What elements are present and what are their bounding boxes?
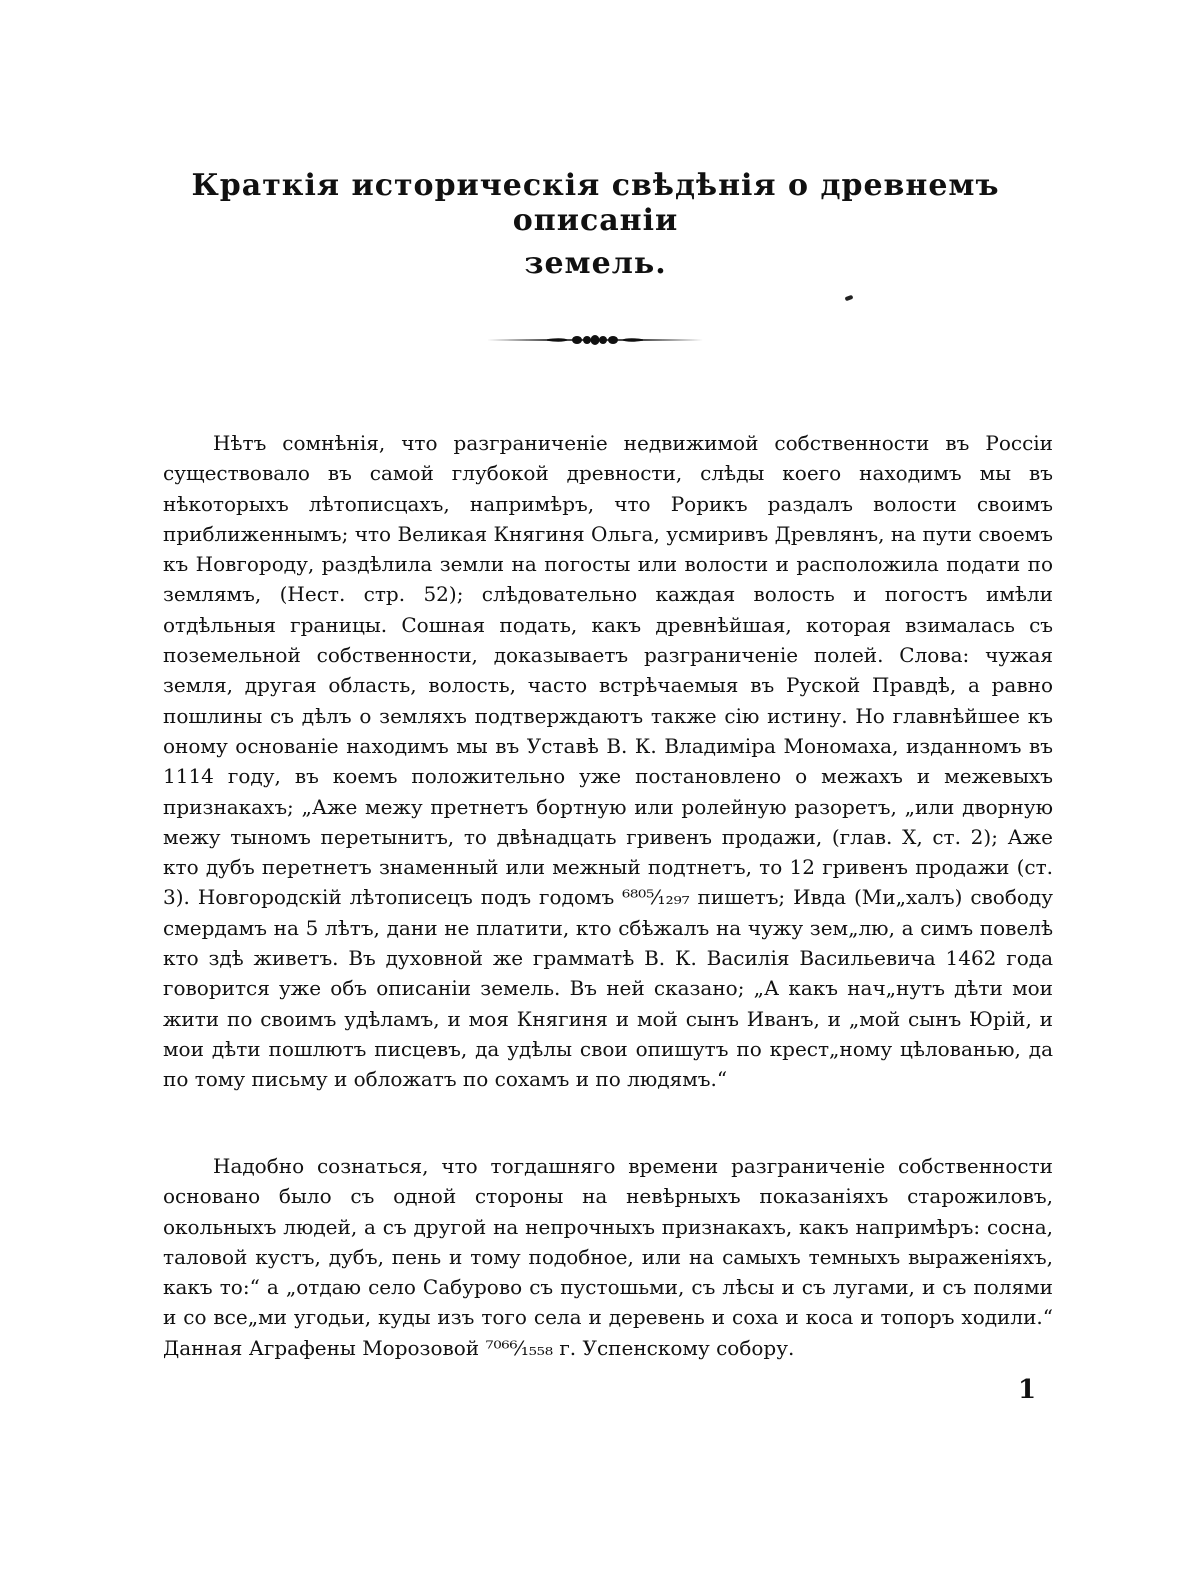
body-paragraph-1: Нѣтъ сомнѣнія, что разграниченіе недвижимой собственности въ Россіи существовало въ самой глубокой древности, слѣды коего находимъ мы въ нѣкоторыхъ лѣтописцахъ, напримѣръ, что Рорикъ раздалъ волости своимъ приближеннымъ; что Великая Княгиня Ольга, усмиривъ Древлянъ, на пути своемъ къ Новгороду, раздѣлила земли на погосты или волости и расположила подати по землямъ, (Нест. стр. 52); слѣдовательно каждая волость и погостъ имѣли отдѣльныя границы. Сошная подать, какъ древнѣйшая, которая взималась съ поземельной собственности, доказываетъ разграниченіе полей. Слова: чужая земля, другая область, волость, часто встрѣчаемыя въ Руской Правдѣ, а равно пошлины съ дѣлъ о земляхъ подтверждаютъ также сію истину. Но главнѣйшее къ оному основаніе находимъ мы въ Уставѣ В. К. Владиміра Мономаха, изданномъ въ 1114 году, въ коемъ положительно уже постановлено о межахъ и межевыхъ признакахъ; „Аже межу претнетъ бортную или ролейную разоретъ, „или дворную межу тыномъ перетынитъ, то двѣнадцать гривенъ продажи, (глав. X, ст. 2); Аже кто дубъ перетнетъ знаменный или межный подтнетъ, то 12 гривенъ продажи (ст. 3). Новгородскій лѣтописецъ подъ годомъ ⁶⁸⁰⁵⁄₁₂₉₇ пишетъ; Ивда (Ми„халъ) свободу смердамъ на 5 лѣтъ, дани не платити, кто сбѣжалъ на чужу зем„лю, а симъ повелѣ кто здѣ живетъ. Въ духовной же грамматѣ В. К. Василія Васильевича 1462 года говорится уже объ описаніи земель. Въ ней сказано; „А какъ нач„нутъ дѣти мои жити по своимъ удѣламъ, и моя Княгиня и мой сынъ Иванъ, и „мой сынъ Юрій, и мои дѣти пошлютъ писцевъ, да удѣлы свои опишутъ по крест„ному цѣлованью, да по тому письму и обложатъ по сохамъ и по людямъ.“ — [163, 431, 1053, 1092]
page-title-line-2: земель. — [524, 246, 667, 281]
ornamental-divider — [487, 331, 703, 349]
page-number: 1 — [1018, 1375, 1037, 1405]
print-speck — [845, 295, 854, 301]
body-paragraph-2: Надобно сознаться, что тогдашняго времени разграниченіе собственности основано было съ одной стороны на невѣрныхъ показаніяхъ старожиловъ, окольныхъ людей, а съ другой на непрочныхъ признакахъ, какъ напримѣръ: сосна, таловой кустъ, дубъ, пень и тому подобное, или на самыхъ темныхъ выраженіяхъ, какъ то:“ а „отдаю село Сабурово съ пустошьми, съ лѣсы и съ лугами, и съ полями и со все„ми угодьи, куды изъ того села и деревень и соха и коса и топоръ ходили.“ Данная Аграфены Морозовой ⁷⁰⁶⁶⁄₁₅₅₈ г. Успенскому собору. — [163, 1154, 1053, 1360]
page-title-line-1: Краткія историческія свѣдѣнія о древнемъ описаніи — [191, 168, 1000, 238]
